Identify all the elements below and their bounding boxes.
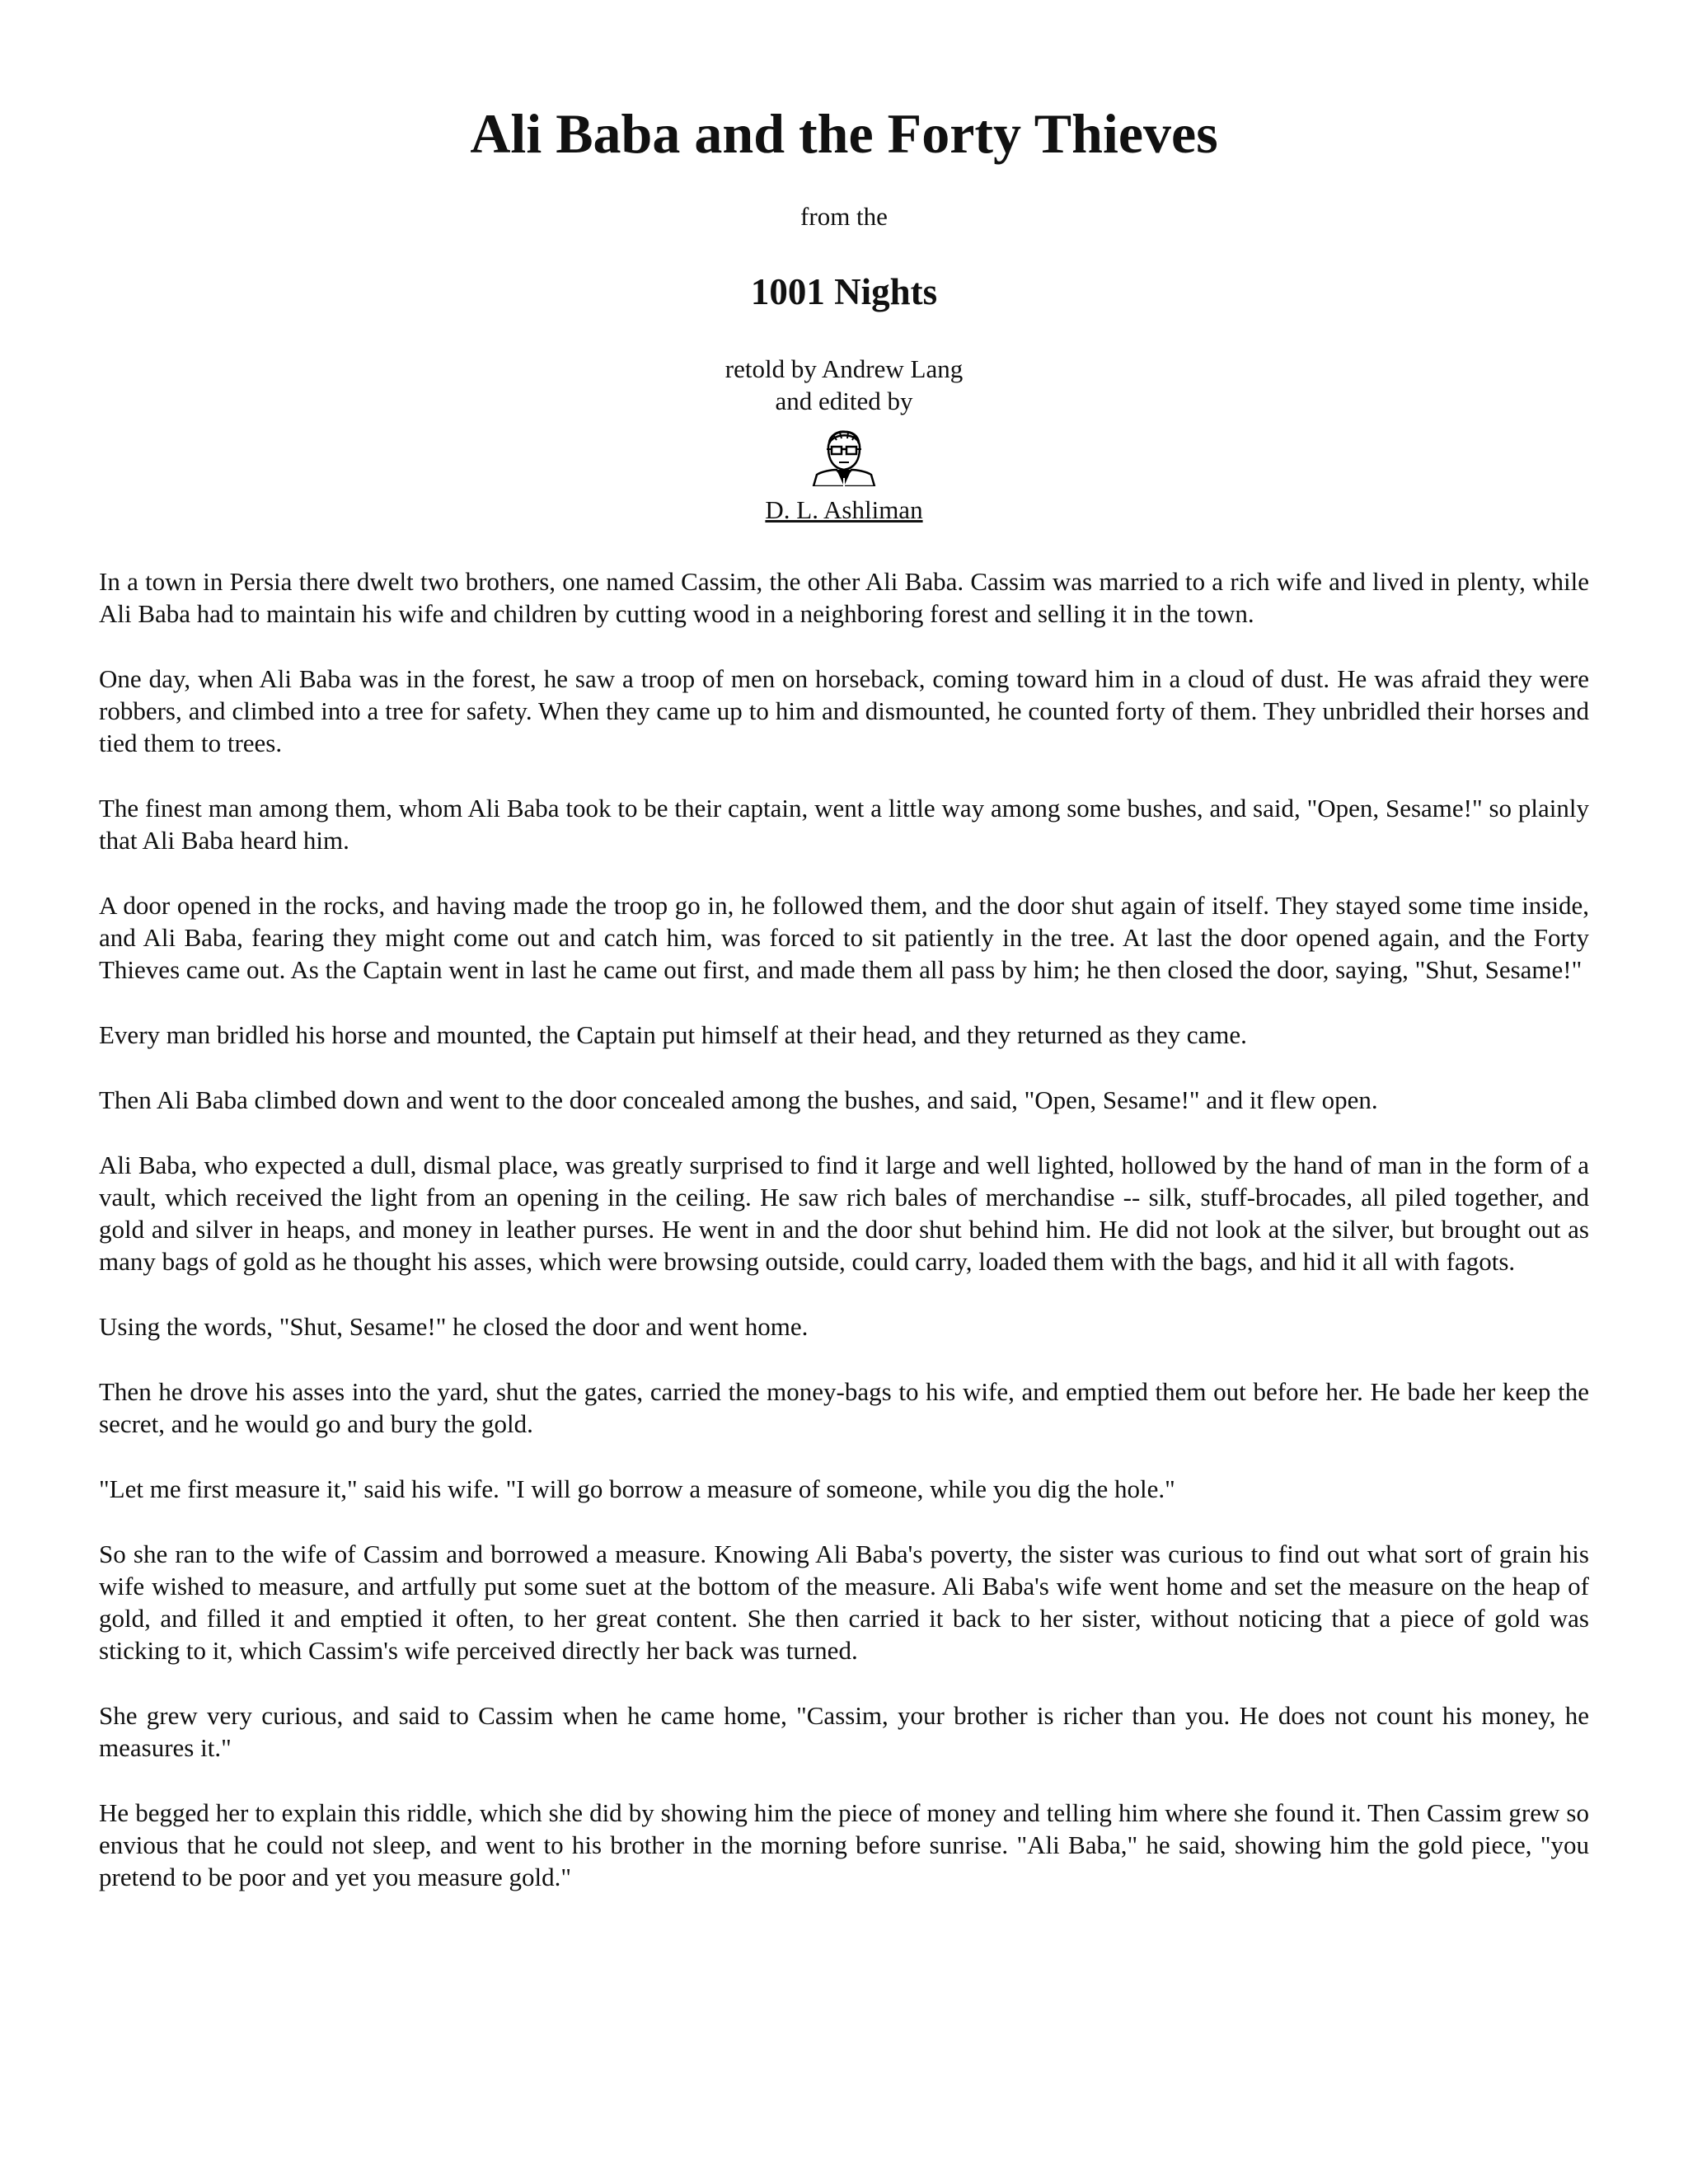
story-paragraph: "Let me first measure it," said his wife. "I will go borrow a measure of someone, while you dig the hole." — [99, 1474, 1175, 1503]
from-line: from the — [800, 202, 888, 231]
story-paragraph: She grew very curious, and said to Cassim when he came home, "Cassim, your brother is richer than you. He does not count his money, he measures it." — [99, 1701, 1589, 1762]
story-paragraph: In a town in Persia there dwelt two brothers, one named Cassim, the other Ali Baba. Cassim was married to a rich wife and lived in plenty, while Ali Baba had to maintain his wife and children by cutting wood in a neighboring forest and selling it in the town. — [99, 567, 1589, 628]
story-body — [99, 565, 1589, 1926]
story-paragraph: Every man bridled his horse and mounted, the Captain put himself at their head, and they returned as they came. — [99, 1020, 1247, 1049]
story-paragraph: The finest man among them, whom Ali Baba took to be their captain, went a little way among some bushes, and said, "Open, Sesame!" so plainly that Ali Baba heard him. — [99, 794, 1589, 855]
story-paragraph: One day, when Ali Baba was in the forest, he saw a troop of men on horseback, coming toward him in a cloud of dust. He was afraid they were robbers, and climbed into a tree for safety. When they came up to him and dismounted, he counted forty of them. They unbridled their horses and tied them to trees. — [99, 664, 1589, 757]
retold-line: retold by Andrew Lang — [724, 354, 964, 383]
edited-line: and edited by — [775, 387, 913, 415]
story-paragraph: He begged her to explain this riddle, which she did by showing him the piece of money and telling him where she found it. Then Cassim grew so envious that he could not sleep, and went to his brother in the morning before sunrise. "Ali Baba," he said, showing him the gold piece, "you pretend to be poor and yet you measure gold." — [99, 1798, 1589, 1891]
story-paragraph: A door opened in the rocks, and having made the troop go in, he followed them, and the door shut again of itself. They stayed some time inside, and Ali Baba, fearing they might come out and catch him, was forced to sit patiently in the tree. At last the door opened again, and the Forty Thieves came out. As the Captain went in last he came out first, and made them all pass by him; he then closed the door, saying, "Shut, Sesame!" — [99, 891, 1589, 984]
collection-subtitle: 1001 Nights — [750, 271, 938, 312]
story-paragraph: So she ran to the wife of Cassim and borrowed a measure. Knowing Ali Baba's poverty, the sister was curious to find out what sort of grain his wife wished to measure, and artfully put some suet at the bottom of the measure. Ali Baba's wife went home and set the measure on the heap of gold, and filled it and emptied it often, to her great content. She then carried it back to her sister, without noticing that a piece of gold was sticking to it, which Cassim's wife perceived directly her back was turned. — [99, 1540, 1589, 1665]
story-paragraph: Then Ali Baba climbed down and went to the door concealed among the bushes, and said, "Open, Sesame!" and it flew open. — [99, 1085, 1378, 1114]
page-title: Ali Baba and the Forty Thieves — [470, 102, 1218, 165]
editor-name-link[interactable]: D. L. Ashliman — [765, 495, 923, 524]
credits-block — [99, 353, 1589, 417]
story-paragraph: Then he drove his asses into the yard, shut the gates, carried the money-bags to his wife, and emptied them out before her. He bade her keep the secret, and he would go and bury the gold. — [99, 1377, 1589, 1438]
editor-portrait-icon[interactable] — [809, 424, 879, 486]
editor-link-row — [99, 494, 1589, 526]
story-paragraph: Using the words, "Shut, Sesame!" he closed the door and went home. — [99, 1312, 809, 1341]
story-paragraph: Ali Baba, who expected a dull, dismal place, was greatly surprised to find it large and well lighted, hollowed by the hand of man in the form of a vault, which received the light from an opening in the ceiling. He saw rich bales of merchandise -- silk, stuff-brocades, all piled together, and gold and silver in heaps, and money in leather purses. He went in and the door shut behind him. He did not look at the silver, but brought out as many bags of gold as he thought his asses, which were browsing outside, could carry, loaded them with the bags, and hid it all with fagots. — [99, 1151, 1589, 1276]
